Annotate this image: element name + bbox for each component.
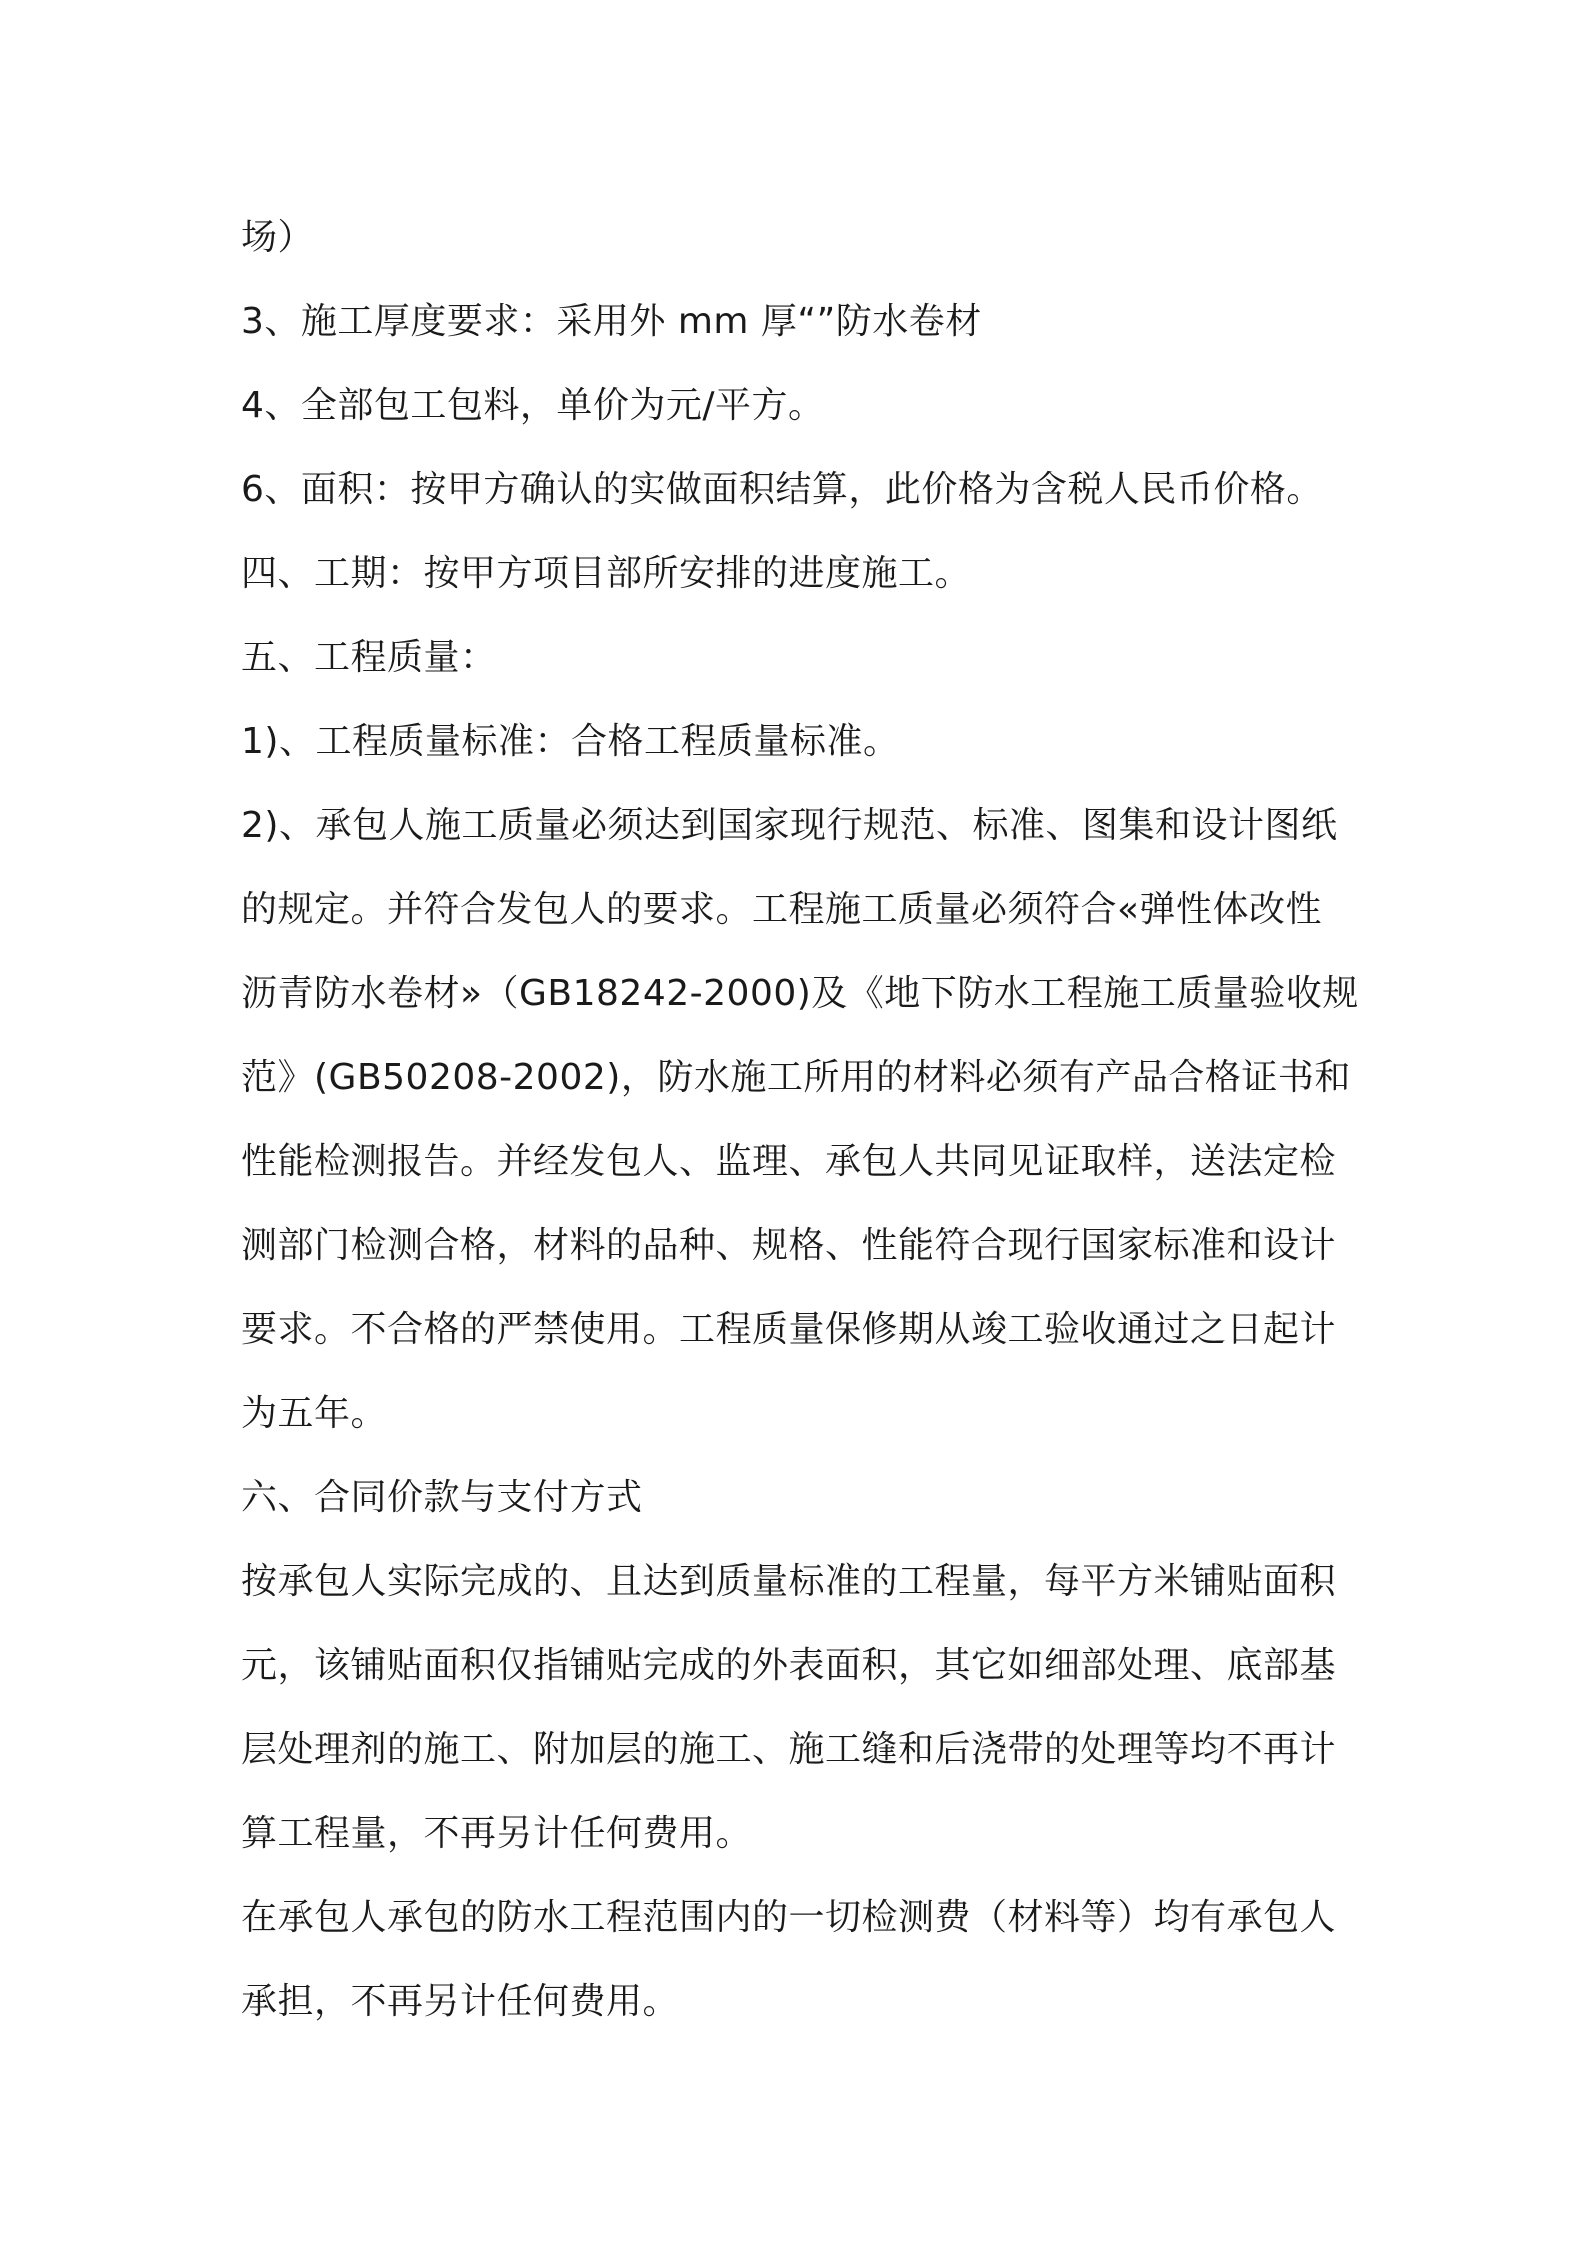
section-heading: 五、工程质量： [241, 637, 497, 678]
text-line: 1)、工程质量标准：合格工程质量标准。 [241, 721, 900, 762]
text-line: 性能检测报告。并经发包人、监理、承包人共同见证取样，送法定检 [241, 1141, 1337, 1182]
text-line: 范》(GB50208-2002)，防水施工所用的材料必须有产品合格证书和 [241, 1057, 1351, 1098]
text-line: 6、面积：按甲方确认的实做面积结算，此价格为含税人民币价格。 [241, 469, 1323, 510]
text-line: 承担，不再另计任何费用。 [241, 1981, 680, 2022]
text-line: 沥青防水卷材»（GB18242-2000)及《地下防水工程施工质量验收规 [241, 973, 1359, 1014]
text-line: 3、施工厚度要求：采用外 mm 厚“”防水卷材 [241, 301, 982, 342]
text-line: 为五年。 [241, 1393, 388, 1434]
text-line: 场） [241, 217, 315, 258]
text-line: 测部门检测合格，材料的品种、规格、性能符合现行国家标准和设计 [241, 1225, 1337, 1266]
text-line: 的规定。并符合发包人的要求。工程施工质量必须符合«弹性体改性 [241, 889, 1323, 930]
text-line: 2)、承包人施工质量必须达到国家现行规范、标准、图集和设计图纸 [241, 805, 1338, 846]
text-line: 要求。不合格的严禁使用。工程质量保修期从竣工验收通过之日起计 [241, 1309, 1337, 1350]
text-line: 在承包人承包的防水工程范围内的一切检测费（材料等）均有承包人 [241, 1897, 1337, 1938]
text-line: 算工程量，不再另计任何费用。 [241, 1813, 753, 1854]
document-body [241, 196, 1361, 2044]
text-line: 按承包人实际完成的、且达到质量标准的工程量，每平方米铺贴面积 [241, 1561, 1337, 1602]
section-heading: 六、合同价款与支付方式 [241, 1477, 643, 1518]
section-heading: 四、工期：按甲方项目部所安排的进度施工。 [241, 553, 972, 594]
text-line: 层处理剂的施工、附加层的施工、施工缝和后浇带的处理等均不再计 [241, 1729, 1337, 1770]
text-line: 4、全部包工包料，单价为元/平方。 [241, 385, 825, 426]
text-line: 元，该铺贴面积仅指铺贴完成的外表面积，其它如细部处理、底部基 [241, 1645, 1337, 1686]
